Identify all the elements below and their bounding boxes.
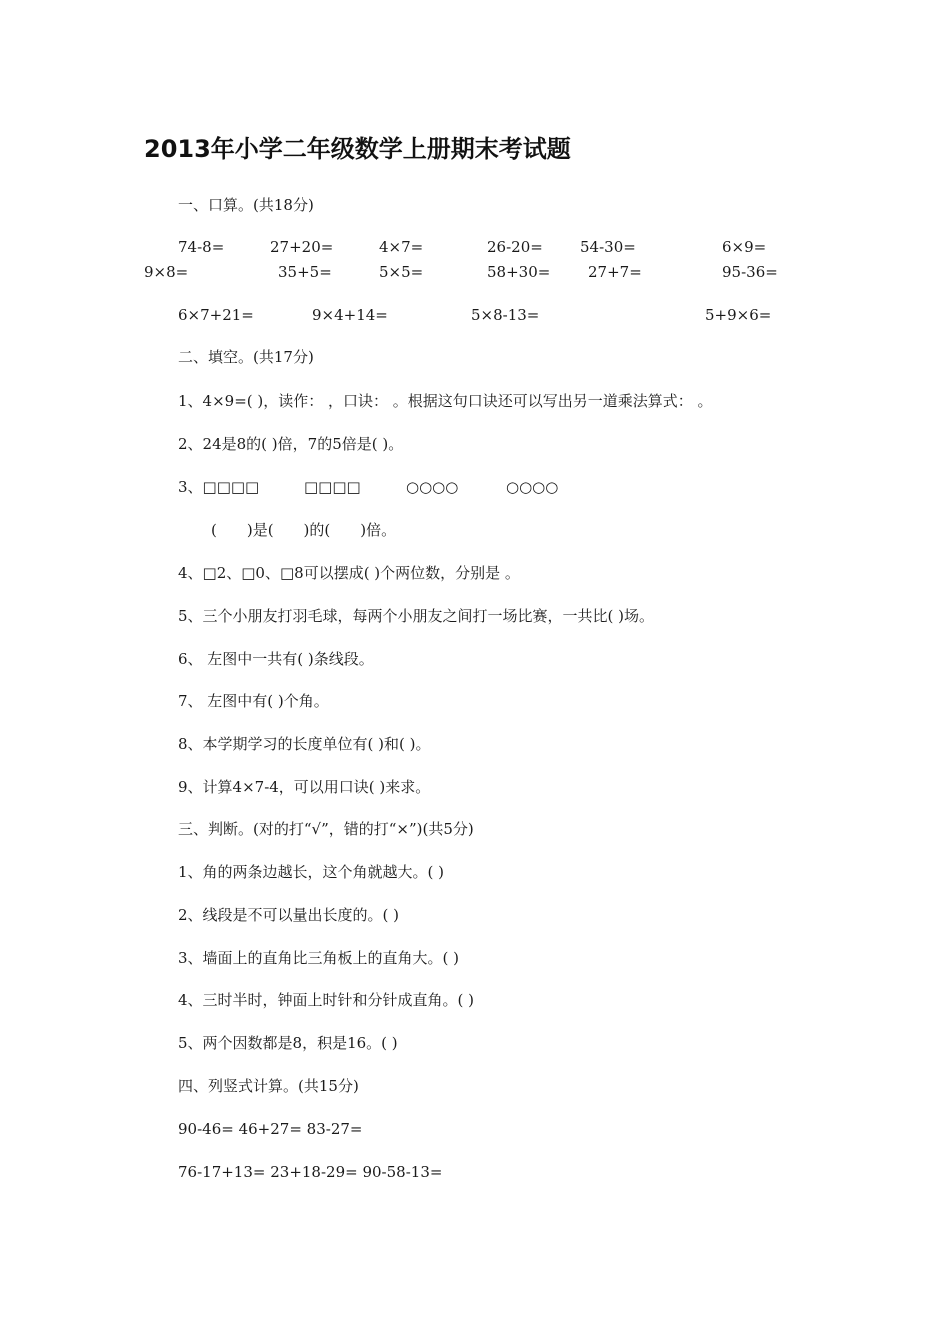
section-4-heading: 四、列竖式计算。(共15分): [178, 1077, 359, 1095]
vertical-calc-row-2: 76-17+13= 23+18-29= 90-58-13=: [178, 1163, 443, 1181]
fill-blank-item-6: 6、 左图中一共有( )条线段。: [178, 650, 374, 668]
section-1-heading: 一、口算。(共18分): [178, 196, 314, 214]
fill-blank-item-9: 9、计算4×7-4，可以用口诀( )来求。: [178, 778, 431, 796]
shape-group-squares: □□□□: [304, 478, 361, 496]
judge-item-5: 5、两个因数都是8，积是16。( ): [178, 1034, 398, 1052]
fill-blank-item-7: 7、 左图中有( )个角。: [178, 692, 329, 710]
oral-calc-item: 5×5=: [379, 263, 424, 281]
oral-calc-item: 74-8=: [178, 238, 225, 256]
fill-blank-item-8: 8、本学期学习的长度单位有( )和( )。: [178, 735, 431, 753]
fill-blank-item-1: 1、4×9=( )，读作： ，口诀： 。根据这句口诀还可以写出另一道乘法算式： 。: [178, 392, 713, 410]
fill-blank-item-4: 4、□2、□0、□8可以摆成( )个两位数，分别是 。: [178, 564, 520, 582]
section-3-heading: 三、判断。(对的打“√”，错的打“×”)(共5分): [178, 820, 474, 838]
shape-group-circles: ○○○○: [506, 478, 559, 496]
oral-calc-item: 5+9×6=: [705, 306, 772, 324]
oral-calc-item: 27+20=: [270, 238, 334, 256]
judge-item-4: 4、三时半时，钟面上时针和分针成直角。( ): [178, 991, 475, 1009]
oral-calc-item: 54-30=: [580, 238, 636, 256]
judge-item-3: 3、墙面上的直角比三角板上的直角大。( ): [178, 949, 460, 967]
fill-blank-item-2: 2、24是8的( )倍，7的5倍是( )。: [178, 435, 404, 453]
oral-calc-item: 95-36=: [722, 263, 778, 281]
fill-blank-item-5: 5、三个小朋友打羽毛球，每两个小朋友之间打一场比赛，一共比( )场。: [178, 607, 655, 625]
oral-calc-item: 58+30=: [487, 263, 551, 281]
oral-calc-item: 6×7+21=: [178, 306, 254, 324]
fill-blank-item-3-sub: ( )是( )的( )倍。: [211, 521, 397, 539]
shape-group-squares: ○○○○: [406, 478, 459, 496]
oral-calc-item: 9×8=: [144, 263, 189, 281]
section-2-heading: 二、填空。(共17分): [178, 348, 314, 366]
oral-calc-item: 35+5=: [278, 263, 332, 281]
vertical-calc-row-1: 90-46= 46+27= 83-27=: [178, 1120, 363, 1138]
fill-blank-item-3: 3、□□□□: [178, 478, 260, 496]
oral-calc-item: 4×7=: [379, 238, 424, 256]
page-title: 2013年小学二年级数学上册期末考试题: [144, 135, 571, 163]
oral-calc-item: 26-20=: [487, 238, 543, 256]
judge-item-2: 2、线段是不可以量出长度的。( ): [178, 906, 400, 924]
oral-calc-item: 9×4+14=: [312, 306, 388, 324]
oral-calc-item: 27+7=: [588, 263, 642, 281]
oral-calc-item: 6×9=: [722, 238, 767, 256]
oral-calc-item: 5×8-13=: [471, 306, 540, 324]
judge-item-1: 1、角的两条边越长，这个角就越大。( ): [178, 863, 445, 881]
